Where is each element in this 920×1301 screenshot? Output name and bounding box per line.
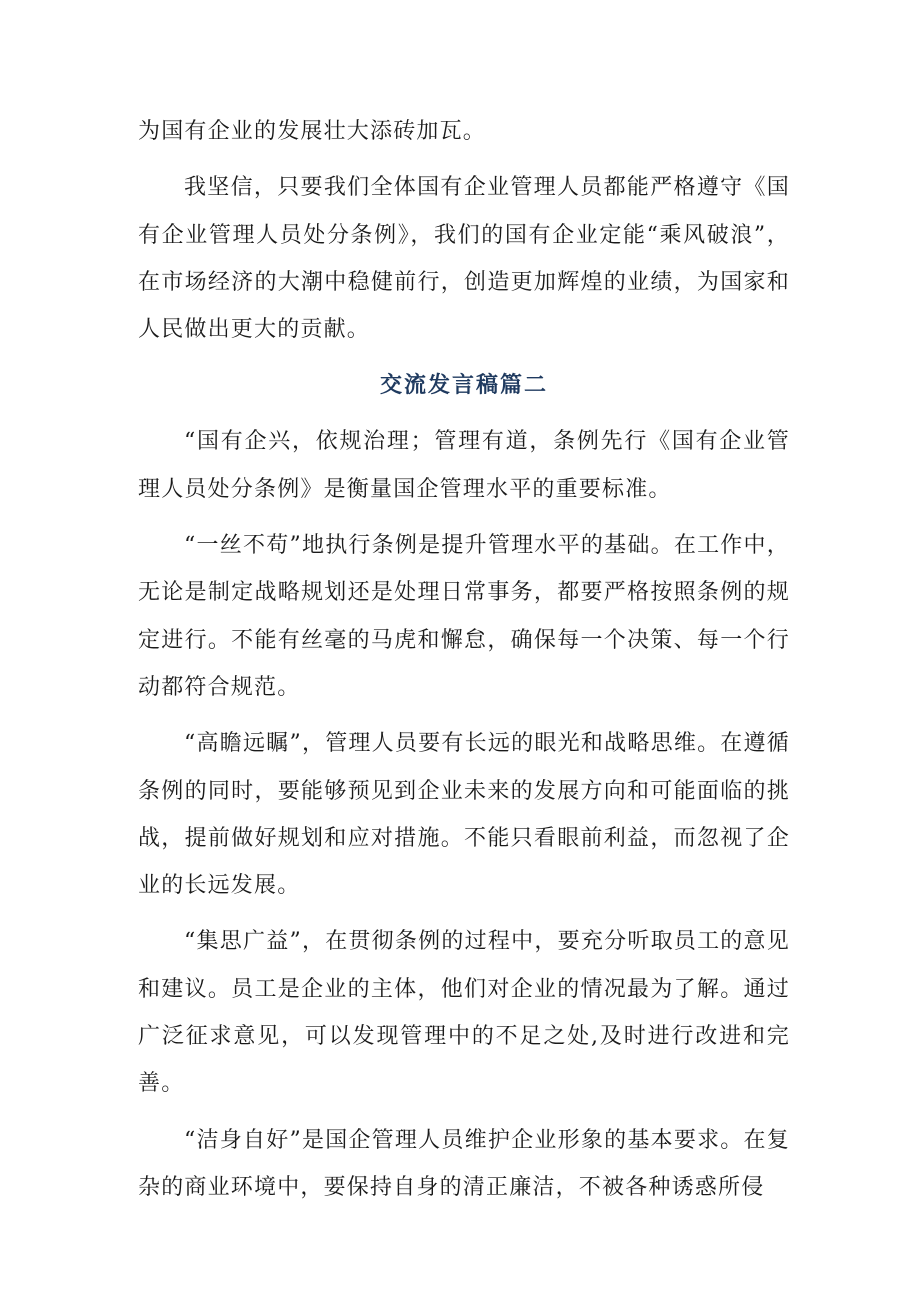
paragraph-gap — [138, 155, 790, 164]
paragraph-gap — [138, 513, 790, 522]
paragraph-conviction: 我坚信，只要我们全体国有企业管理人员都能严格遵守《国有企业管理人员处分条例》，我们的国有企业定能“乘风破浪”，在市场经济的大潮中稳健前行，创造更加辉煌的业绩，为国家和人民做出更大的贡献。 — [138, 175, 790, 343]
paragraph-foresight: “高瞻远瞩”，管理人员要有长远的眼光和战略思维。在遵循条例的同时，要能够预见到企业未来的发展方向和可能面临的挑战，提前做好规划和应对措施。不能只看眼前利益，而忽视了企业的长远发展。 — [138, 731, 790, 899]
paragraph-gap — [138, 909, 790, 918]
paragraph-intro: “国有企兴，依规治理；管理有道，条例先行《国有企业管理人员处分条例》是衡量国企管理水平的重要标准。 — [138, 429, 790, 502]
document-page — [138, 108, 790, 1211]
section-heading: 交流发言稿篇二 — [379, 372, 548, 399]
paragraph-integrity: “洁身自好”是国企管理人员维护企业形象的基本要求。在复杂的商业环境中，要保持自身的清正廉洁，不被各种诱惑所侵 — [138, 1127, 790, 1200]
paragraph-gap — [138, 409, 790, 418]
paragraph-gap — [138, 711, 790, 720]
paragraph-meticulous: “一丝不苟”地执行条例是提升管理水平的基础。在工作中，无论是制定战略规划还是处理日常事务，都要严格按照条例的规定进行。不能有丝毫的马虎和懈怠，确保每一个决策、每一个行动都符合规范。 — [138, 533, 790, 700]
paragraph-collective-wisdom: “集思广益”，在贯彻条例的过程中，要充分听取员工的意见和建议。员工是企业的主体，他们对企业的情况最为了解。通过广泛征求意见，可以发现管理中的不足之处,及时进行改进和完善。 — [138, 929, 790, 1097]
paragraph-gap — [138, 1108, 790, 1117]
paragraph-gap — [138, 353, 790, 362]
paragraph-continuation: 为国有企业的发展壮大添砖加瓦。 — [138, 119, 487, 144]
